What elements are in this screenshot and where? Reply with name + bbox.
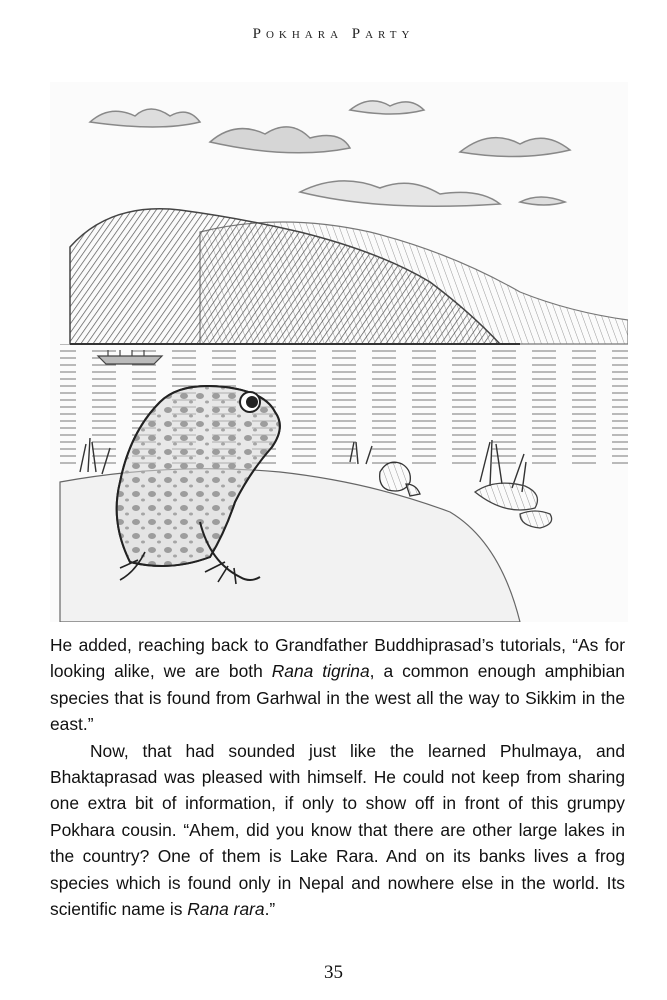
species-name: Rana tigrina <box>271 661 370 682</box>
body-text <box>50 632 625 922</box>
species-name: Rana rara <box>187 899 265 920</box>
rocks <box>475 483 552 528</box>
pencil-sketch-image <box>50 82 628 622</box>
frog-lake-illustration <box>50 82 628 622</box>
running-header-title: Pokhara Party <box>252 26 415 42</box>
page-number: 35 <box>324 962 343 983</box>
running-header <box>0 26 667 43</box>
paragraph: He added, reaching back to Grandfather Buddhiprasad’s tutorials, “As for looking alike, we are both Rana tigrina, a common enough amphibian species that is found from Garhwal in the west all the way to Sikkim in the east.” <box>50 635 625 735</box>
clouds <box>90 101 570 206</box>
paragraph: Now, that had sounded just like the learned Phulmaya, and Bhaktaprasad was pleased with himself. He could not keep from sharing one extra bit of information, if only to show off in front of this grumpy Pokhara cousin. “Ahem, did you know that there are other large lakes in the country? One of them is Lake Rara. And on its banks lives a frog species which is found only in Nepal and nowhere else in the world. Its scientific name is Rana rara.” <box>50 740 625 920</box>
